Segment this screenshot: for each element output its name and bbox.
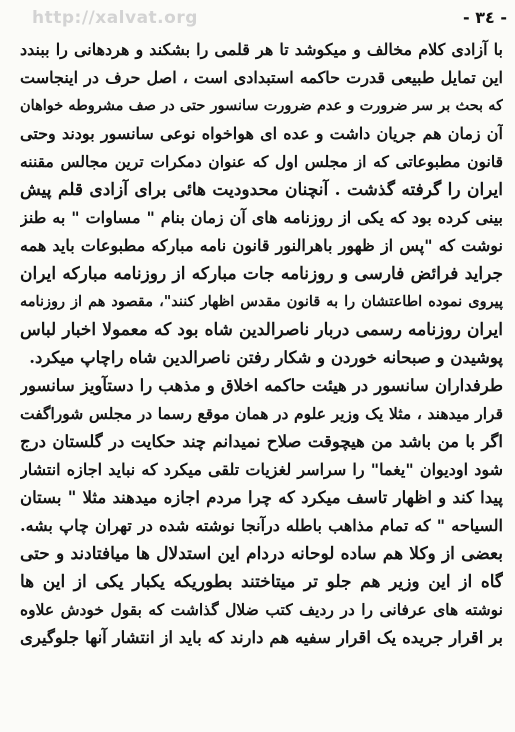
text-line: بر اقرار جریده یک اقرار سفیه هم دارند که باید از انتشار آنها جلوگیری (20, 628, 503, 647)
text-line: طرفداران سانسور در هیئت حاکمه اخلاق و مذهب را دستآویز سانسور (20, 376, 503, 395)
text-line: ایران روزنامه رسمی دربار ناصرالدین شاه بود که معمولا اخبار لباس (20, 320, 503, 340)
page-header (0, 4, 515, 34)
document-body (20, 36, 503, 652)
text-line: آن زمان هم جریان داشت و عده ای هواخواه نوعی سانسور بودند وحتی (20, 124, 503, 143)
text-line: این تمایل طبیعی قدرت حاکمه استبدادی است ، اصل حرف در اینجاست (20, 68, 503, 87)
text-line: شود اودیوان "یغما" را سراسر لغزیات تلقی میکرد که نباید اجازه انتشار (20, 460, 503, 479)
watermark-url: http://xalvat.org (32, 8, 198, 28)
text-line: پیدا کند و اظهار تاسف میکرد که چرا مردم اجازه میدهند مثلا " بستان (20, 488, 503, 507)
text-line: جراید فرائض فارسی و روزنامه جات مبارکه از روزنامه مبارکه ایران (20, 264, 503, 284)
text-line: بعضی از وکلا هم ساده لوحانه دردام این استدلال ها میافتادند و حتی (20, 544, 503, 564)
text-line: پوشیدن و صبحانه خوردن و شکار رفتن ناصرالدین شاه راچاپ میکرد. (29, 348, 503, 367)
paragraph-1 (20, 36, 503, 372)
text-line: پیروی نموده اطاعتشان را به قانون مقدس اظهار کنند"، مقصود هم از روزنامه (20, 293, 503, 310)
text-line: نوشت که "پس از ظهور باهرالنور قانون نامه مبارکه مطبوعات باید همه (20, 236, 503, 255)
text-line: قانون مطبوعاتی که از مجلس اول که عنوان دمکرات ترین مجالس مقننه (20, 152, 503, 171)
text-line: السیاحه " که تمام مذاهب باطله درآنجا نوشته شده در تهران چاپ بشه. (20, 516, 503, 535)
text-line: گاه از این وزیر هم جلو تر میتاختند بطوریکه یکبار یکی از این ها (20, 572, 503, 592)
text-line: نوشته های عرفانی را در ردیف کتب ضلال گذاشت که بقول خودش علاوه (20, 600, 503, 619)
text-line: اگر با من باشد من هیچوقت صلاح نمیدانم چند حکایت در گلستان درج (20, 432, 503, 451)
text-line: بینی کرده بود که یکی از روزنامه های آن زمان بنام " مساوات " به طنز (20, 208, 503, 227)
text-line: که بحث بر سر ضرورت و عدم ضرورت سانسور حتی در صف مشروطه خواهان (20, 97, 503, 114)
page-number: - ٣٤ - (463, 8, 507, 27)
paragraph-2 (20, 372, 503, 652)
text-line: ایران را گرفته گذشت . آنچنان محدودیت هائی برای آزادی قلم پیش (20, 180, 503, 200)
text-line: قرار میدهند ، مثلا یک وزیر علوم در همان موقع رسما در مجلس شوراگفت (20, 404, 503, 423)
text-line: با آزادی کلام مخالف و میکوشد تا هر قلمی را بشکند و هردهانی را ببندد (20, 40, 503, 59)
